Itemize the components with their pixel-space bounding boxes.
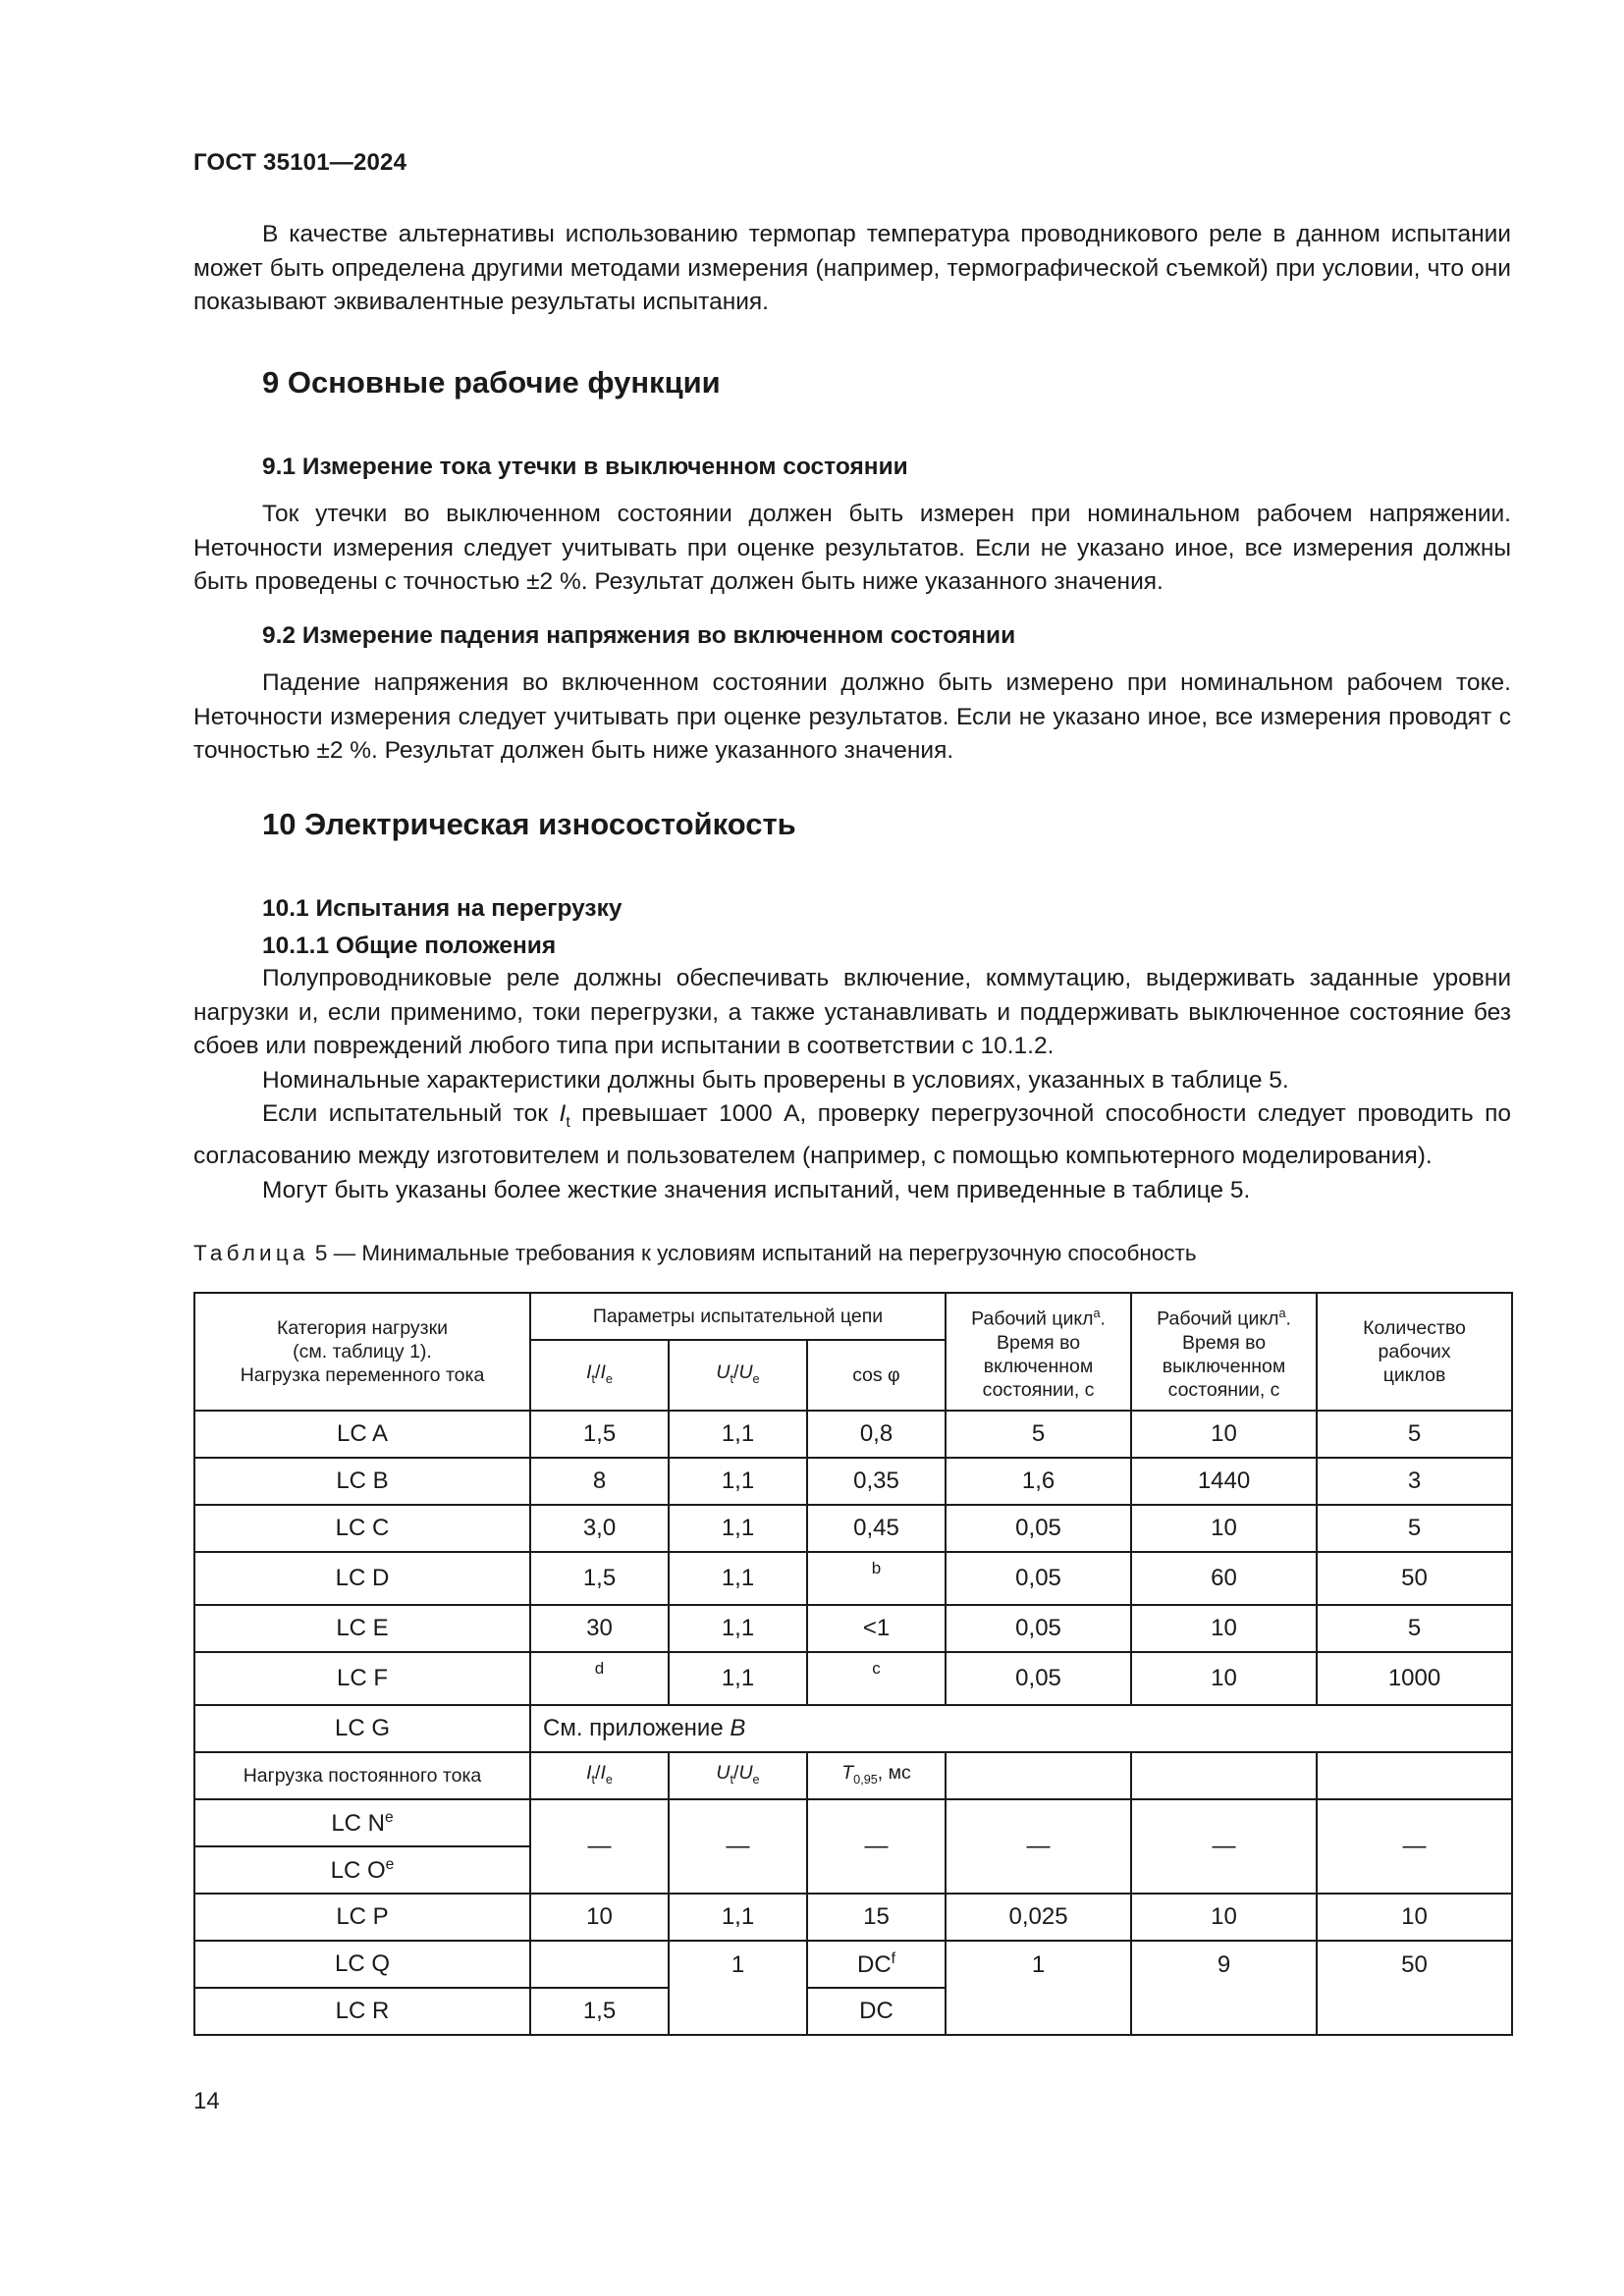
section-10-1-1-block [193, 962, 1511, 1207]
footnote-mark: d [530, 1652, 669, 1705]
intro-paragraph-block [193, 218, 1511, 320]
header-params: Параметры испытательной цепи [530, 1293, 946, 1340]
section-10-1-1-title: 10.1.1 Общие положения [262, 933, 557, 959]
header-category: Категория нагрузки (см. таблицу 1). Нагрузка переменного тока [194, 1293, 530, 1411]
header-voltage-ratio: $U_t/U_e$ [669, 1340, 807, 1411]
table-5-caption: Таблица 5 — Минимальные требования к условиям испытаний на перегрузочную способность [193, 1241, 1197, 1265]
header-cycle-count: Количество рабочих циклов [1317, 1293, 1512, 1411]
section-9-title: 9 Основные рабочие функции [262, 365, 721, 400]
section-9-1-text: Ток утечки во выключенном состоянии должен быть измерен при номинальном рабочем напряжении. Неточности измерения следует учитывать при оценке результатов. Если не указано иное, все измерения должны быть проведены с точностью ±2 %. Результат должен быть ниже указанного значения. [193, 501, 1511, 595]
table-row: LC C 3,0 1,1 0,45 0,05 10 5 [194, 1505, 1512, 1552]
table-row: LC Q 1 $DC^f$ 1 9 50 [194, 1941, 1512, 1988]
intro-paragraph: В качестве альтернативы использованию термопар температура проводникового реле в данном испытании может быть определена другими методами измерения (например, термографической съемкой) при условии, что они показывают эквивалентные результаты испытания. [193, 221, 1511, 315]
footnote-mark: b [807, 1552, 946, 1605]
document-header: ГОСТ 35101—2024 [193, 149, 407, 176]
table-header-row-1 [194, 1293, 1512, 1340]
header-cycle-on: Рабочий цикл$^a$. Время во включенном состоянии, с [946, 1293, 1131, 1411]
table-5 [193, 1292, 1513, 2036]
section-9-1-title: 9.1 Измерение тока утечки в выключенном состоянии [262, 454, 908, 480]
section-10-paragraph-4: Могут быть указаны более жесткие значения испытаний, чем приведенные в таблице 5. [262, 1176, 1251, 1203]
section-10-paragraph-1: Полупроводниковые реле должны обеспечивать включение, коммутацию, выдерживать заданные уровни нагрузки и, если применимо, токи перегрузки, а также устанавливать и поддерживать выключенное состояние без сбоев или повреждений любого типа при испытании в соответствии с 10.1.2. [193, 965, 1511, 1059]
section-9-2-title: 9.2 Измерение падения напряжения во включенном состоянии [262, 622, 1016, 649]
table-row: LC D 1,5 1,1 b 0,05 60 50 [194, 1552, 1512, 1605]
table-row: LC $N^e$ — — — — — — [194, 1799, 1512, 1846]
dc-time-constant-header: $T_{0,95}$, мс [807, 1752, 946, 1799]
section-10-paragraph-3: Если испытательный ток $I_t$ превышает 1000 А, проверку перегрузочной способности следует проводить по согласованию между изготовителем и пользователем (например, с помощью компьютерного моделирования). [193, 1100, 1511, 1170]
table-row: LC $O^e$ [194, 1846, 1512, 1894]
section-10-title: 10 Электрическая износостойкость [262, 807, 796, 841]
lcg-annex-reference: См. приложение В [530, 1705, 1512, 1752]
footnote-mark: c [807, 1652, 946, 1705]
header-current-ratio: $I_t/I_e$ [530, 1340, 669, 1411]
table-row: LC F d 1,1 c 0,05 10 1000 [194, 1652, 1512, 1705]
header-cos-phi: cos φ [807, 1340, 946, 1411]
table-row: LC R 1,5 DC [194, 1988, 1512, 2035]
section-9-2-text: Падение напряжения во включенном состоянии должно быть измерено при номинальном рабочем токе. Неточности измерения следует учитывать при оценке результатов. Если не указано иное, все измерения проводят с точностью ±2 %. Результат должен быть ниже указанного значения. [193, 669, 1511, 764]
table-row: LC B 8 1,1 0,35 1,6 1440 3 [194, 1458, 1512, 1505]
table-row-lcg: LC G См. приложение В [194, 1705, 1512, 1752]
section-10-1-title: 10.1 Испытания на перегрузку [262, 895, 623, 922]
table-dc-header-row: Нагрузка постоянного тока $I_t/I_e$ $U_t/U_e$ $T_{0,95}$, мс [194, 1752, 1512, 1799]
section-9-1-block [193, 498, 1511, 600]
section-9-2-block [193, 667, 1511, 769]
table-row: LC E 30 1,1 <1 0,05 10 5 [194, 1605, 1512, 1652]
page-number: 14 [193, 2088, 220, 2114]
table-row: LC A 1,5 1,1 0,8 5 10 5 [194, 1411, 1512, 1458]
section-10-paragraph-2: Номинальные характеристики должны быть проверены в условиях, указанных в таблице 5. [262, 1066, 1289, 1094]
table-row: LC P 10 1,1 15 0,025 10 10 [194, 1894, 1512, 1941]
header-cycle-off: Рабочий цикл$^a$. Время во выключенном состоянии, с [1131, 1293, 1317, 1411]
dc-load-label: Нагрузка постоянного тока [194, 1752, 530, 1799]
